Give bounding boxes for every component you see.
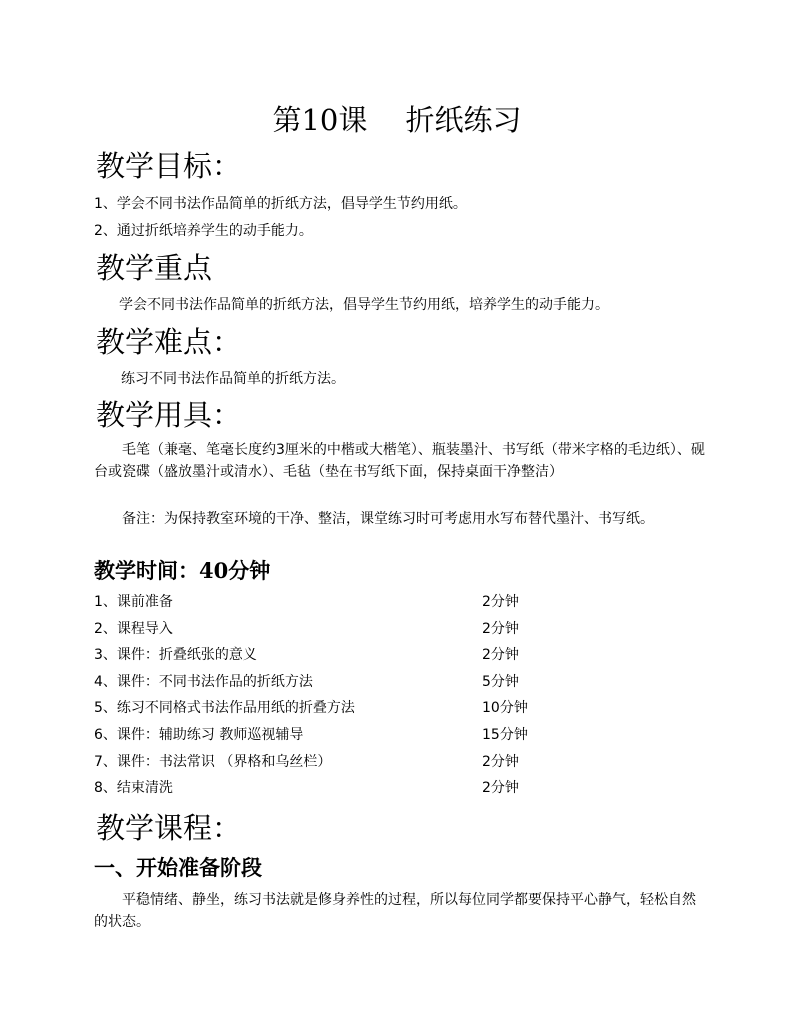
stage1-heading: 一、开始准备阶段: [94, 855, 262, 880]
schedule-duration: 2分钟: [482, 754, 519, 770]
stage1-text: 平稳情绪、静坐，练习书法就是修身养性的过程，所以每位同学都要保持平心静气，轻松自然的状态。: [94, 892, 696, 930]
tools-note: 备注：为保持教室环境的干净、整洁，课堂练习时可考虑用水写布替代墨汁、书写纸。: [122, 511, 654, 527]
schedule-row: [94, 591, 654, 613]
schedule-row: [94, 644, 654, 666]
schedule-row: [94, 777, 654, 799]
schedule-item: 6、课件：辅助练习 教师巡视辅导: [94, 727, 304, 743]
objective-item-1: 1、学会不同书法作品简单的折纸方法，倡导学生节约用纸。: [94, 196, 467, 212]
process-heading: 教学课程：: [96, 811, 242, 845]
key-points-text: 学会不同书法作品简单的折纸方法，倡导学生节约用纸，培养学生的动手能力。: [119, 297, 609, 313]
schedule-duration: 5分钟: [482, 674, 519, 690]
schedule-row: [94, 671, 654, 693]
tools-heading: 教学用具：: [96, 398, 242, 432]
key-points-heading: 教学重点: [96, 251, 213, 285]
schedule-duration: 2分钟: [482, 780, 519, 796]
tools-text: 毛笔（兼毫、笔毫长度约3厘米的中楷或大楷笔）、瓶装墨汁、书写纸（带米字格的毛边纸）、砚台或瓷碟（盛放墨汁或清水）、毛毡（垫在书写纸下面，保持桌面干净整洁）: [94, 442, 705, 480]
schedule-item: 7、课件：书法常识 （界格和乌丝栏）: [94, 754, 332, 770]
schedule-duration: 10分钟: [482, 700, 528, 716]
schedule-item: 8、结束清洗: [94, 780, 173, 796]
schedule-item: 5、练习不同格式书法作品用纸的折叠方法: [94, 700, 355, 716]
schedule-item: 3、课件：折叠纸张的意义: [94, 647, 257, 663]
schedule-item: 2、课程导入: [94, 621, 173, 637]
schedule-item: 1、课前准备: [94, 594, 173, 610]
lesson-title: 第10课 折纸练习: [272, 103, 522, 137]
objectives-heading: 教学目标：: [96, 149, 242, 183]
schedule-row: [94, 724, 654, 746]
objective-item-2: 2、通过折纸培养学生的动手能力。: [94, 223, 313, 239]
schedule-duration: 2分钟: [482, 621, 519, 637]
schedule-row: [94, 751, 654, 773]
difficulties-heading: 教学难点：: [96, 325, 242, 359]
schedule-item: 4、课件：不同书法作品的折纸方法: [94, 674, 313, 690]
schedule-duration: 2分钟: [482, 647, 519, 663]
time-heading: 教学时间：40分钟: [94, 558, 271, 583]
schedule-row: [94, 618, 654, 640]
schedule-duration: 2分钟: [482, 594, 519, 610]
schedule-duration: 15分钟: [482, 727, 528, 743]
difficulties-text: 练习不同书法作品简单的折纸方法。: [121, 371, 345, 387]
schedule-row: [94, 697, 654, 719]
